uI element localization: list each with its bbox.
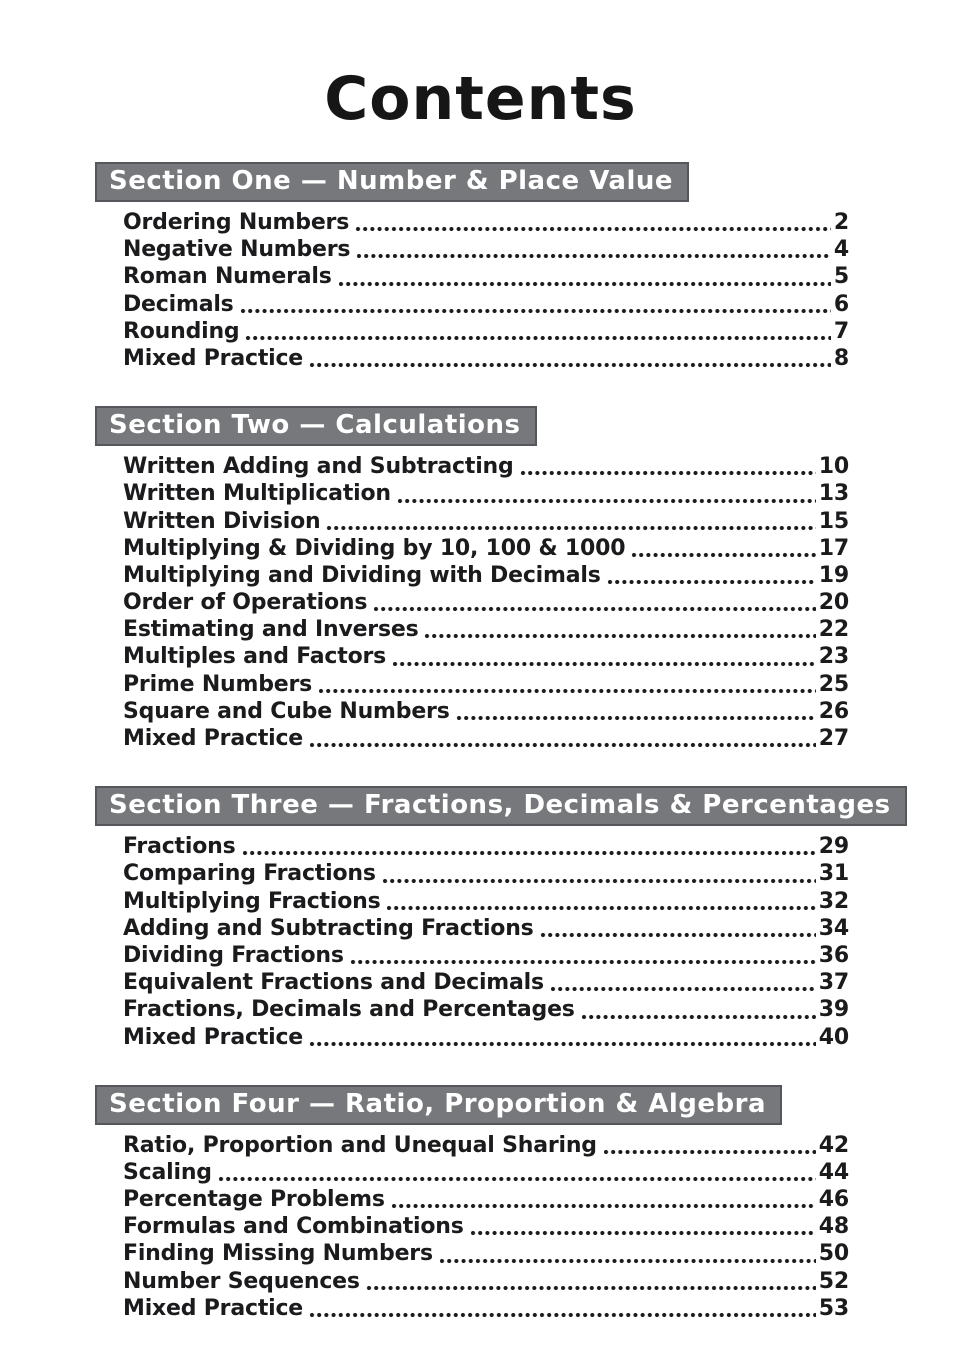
toc-entry xyxy=(123,699,849,726)
toc-entry xyxy=(123,1241,849,1268)
entry-page-number: 39 xyxy=(818,997,849,1023)
dot-leader xyxy=(581,1014,816,1020)
entry-label: Written Division xyxy=(123,508,321,534)
toc-entry xyxy=(123,726,849,753)
entry-page-number: 46 xyxy=(818,1187,849,1213)
toc-entry xyxy=(123,264,849,291)
entry-page-number: 29 xyxy=(818,834,849,860)
toc-entry xyxy=(123,1269,849,1296)
entry-label: Number Sequences xyxy=(123,1268,360,1294)
entry-label: Equivalent Fractions and Decimals xyxy=(123,970,544,996)
entry-page-number: 25 xyxy=(818,671,849,697)
entry-page-number: 19 xyxy=(818,562,849,588)
entry-label: Mixed Practice xyxy=(123,345,304,371)
dot-leader xyxy=(240,308,831,314)
dot-leader xyxy=(392,661,816,667)
entry-page-number: 23 xyxy=(818,644,849,670)
toc-entry xyxy=(123,590,849,617)
section-entries xyxy=(123,210,849,373)
entry-page-number: 36 xyxy=(818,942,849,968)
entry-label: Comparing Fractions xyxy=(123,861,376,887)
section-header: Section Two — Calculations xyxy=(95,406,537,446)
toc-sections xyxy=(0,162,961,1323)
dot-leader xyxy=(350,959,816,965)
toc-entry xyxy=(123,319,849,346)
dot-leader xyxy=(373,606,816,612)
toc-entry xyxy=(123,1025,849,1052)
dot-leader xyxy=(309,1312,816,1318)
entry-page-number: 5 xyxy=(833,264,849,290)
entry-label: Roman Numerals xyxy=(123,264,332,290)
entry-page-number: 7 xyxy=(833,318,849,344)
entry-page-number: 34 xyxy=(818,915,849,941)
dot-leader xyxy=(607,579,816,585)
section-header: Section Four — Ratio, Proportion & Algebra xyxy=(95,1085,782,1125)
entry-label: Adding and Subtracting Fractions xyxy=(123,915,534,941)
toc-entry xyxy=(123,346,849,373)
entry-label: Order of Operations xyxy=(123,590,368,616)
toc-entry xyxy=(123,672,849,699)
entry-label: Written Multiplication xyxy=(123,481,391,507)
entry-label: Estimating and Inverses xyxy=(123,617,419,643)
entry-page-number: 37 xyxy=(818,970,849,996)
section-header: Section Three — Fractions, Decimals & Percentages xyxy=(95,786,907,826)
toc-section xyxy=(0,162,961,373)
entry-label: Formulas and Combinations xyxy=(123,1214,464,1240)
entry-page-number: 10 xyxy=(818,454,849,480)
dot-leader xyxy=(397,498,816,504)
entry-page-number: 13 xyxy=(818,481,849,507)
dot-leader xyxy=(382,878,816,884)
entry-page-number: 50 xyxy=(818,1241,849,1267)
entry-label: Mixed Practice xyxy=(123,726,304,751)
entry-page-number: 20 xyxy=(818,590,849,616)
entry-label: Fractions xyxy=(123,834,236,860)
entry-label: Ratio, Proportion and Unequal Sharing xyxy=(123,1132,597,1158)
toc-entry xyxy=(123,997,849,1024)
dot-leader xyxy=(520,470,816,476)
section-entries xyxy=(123,1133,849,1323)
toc-entry xyxy=(123,454,849,481)
entry-page-number: 31 xyxy=(818,861,849,887)
entry-page-number: 22 xyxy=(818,617,849,643)
entry-page-number: 6 xyxy=(833,291,849,317)
toc-entry xyxy=(123,617,849,644)
dot-leader xyxy=(470,1230,816,1236)
dot-leader xyxy=(356,253,831,259)
dot-leader xyxy=(355,226,831,232)
toc-entry xyxy=(123,644,849,671)
dot-leader xyxy=(318,688,816,694)
entry-label: Mixed Practice xyxy=(123,1024,304,1050)
section-header: Section One — Number & Place Value xyxy=(95,162,689,202)
entry-page-number: 40 xyxy=(818,1024,849,1050)
dot-leader xyxy=(309,362,831,368)
dot-leader xyxy=(309,1041,816,1047)
dot-leader xyxy=(540,932,816,938)
entry-page-number: 17 xyxy=(818,535,849,561)
toc-entry xyxy=(123,481,849,508)
entry-label: Ordering Numbers xyxy=(123,210,350,235)
entry-label: Percentage Problems xyxy=(123,1187,385,1213)
toc-entry xyxy=(123,861,849,888)
dot-leader xyxy=(424,633,815,639)
toc-entry xyxy=(123,943,849,970)
entry-label: Written Adding and Subtracting xyxy=(123,454,514,480)
dot-leader xyxy=(242,850,816,856)
entry-page-number: 52 xyxy=(818,1268,849,1294)
toc-entry xyxy=(123,536,849,563)
dot-leader xyxy=(245,335,830,341)
dot-leader xyxy=(391,1203,816,1209)
entry-label: Multiplying and Dividing with Decimals xyxy=(123,562,601,588)
dot-leader xyxy=(631,552,815,558)
entry-label: Decimals xyxy=(123,291,234,317)
dot-leader xyxy=(439,1258,816,1264)
dot-leader xyxy=(309,742,816,748)
entry-label: Dividing Fractions xyxy=(123,942,344,968)
toc-entry xyxy=(123,1133,849,1160)
entry-label: Finding Missing Numbers xyxy=(123,1241,433,1267)
section-entries xyxy=(123,834,849,1052)
entry-label: Multiples and Factors xyxy=(123,644,387,670)
entry-page-number: 8 xyxy=(833,345,849,371)
entry-label: Multiplying & Dividing by 10, 100 & 1000 xyxy=(123,535,626,561)
entry-page-number: 4 xyxy=(833,237,849,263)
entry-page-number: 32 xyxy=(818,888,849,914)
entry-label: Fractions, Decimals and Percentages xyxy=(123,997,575,1023)
dot-leader xyxy=(326,525,815,531)
toc-entry xyxy=(123,210,849,237)
entry-page-number: 44 xyxy=(818,1159,849,1185)
entry-label: Negative Numbers xyxy=(123,237,351,263)
dot-leader xyxy=(366,1285,816,1291)
page-title: Contents xyxy=(324,64,637,134)
toc-entry xyxy=(123,563,849,590)
entry-label: Rounding xyxy=(123,318,240,344)
toc-entry xyxy=(123,1214,849,1241)
toc-entry xyxy=(123,916,849,943)
entry-label: Scaling xyxy=(123,1159,212,1185)
entry-label: Mixed Practice xyxy=(123,1295,304,1321)
toc-section xyxy=(0,406,961,753)
toc-entry xyxy=(123,1296,849,1323)
dot-leader xyxy=(338,281,831,287)
dot-leader xyxy=(386,905,815,911)
toc-entry xyxy=(123,834,849,861)
dot-leader xyxy=(603,1149,816,1155)
entry-page-number: 27 xyxy=(818,726,849,751)
toc-entry xyxy=(123,1160,849,1187)
toc-section xyxy=(0,1085,961,1323)
section-entries xyxy=(123,454,849,753)
entry-page-number: 2 xyxy=(833,210,849,235)
toc-section xyxy=(0,786,961,1052)
entry-label: Prime Numbers xyxy=(123,671,313,697)
toc-entry xyxy=(123,292,849,319)
dot-leader xyxy=(456,715,816,721)
toc-entry xyxy=(123,970,849,997)
toc-entry xyxy=(123,889,849,916)
entry-label: Square and Cube Numbers xyxy=(123,698,450,724)
toc-entry xyxy=(123,1187,849,1214)
dot-leader xyxy=(550,986,816,992)
entry-label: Multiplying Fractions xyxy=(123,888,381,914)
toc-entry xyxy=(123,237,849,264)
toc-entry xyxy=(123,509,849,536)
entry-page-number: 48 xyxy=(818,1214,849,1240)
entry-page-number: 26 xyxy=(818,698,849,724)
entry-page-number: 42 xyxy=(818,1132,849,1158)
entry-page-number: 53 xyxy=(818,1295,849,1321)
dot-leader xyxy=(218,1176,816,1182)
entry-page-number: 15 xyxy=(818,508,849,534)
